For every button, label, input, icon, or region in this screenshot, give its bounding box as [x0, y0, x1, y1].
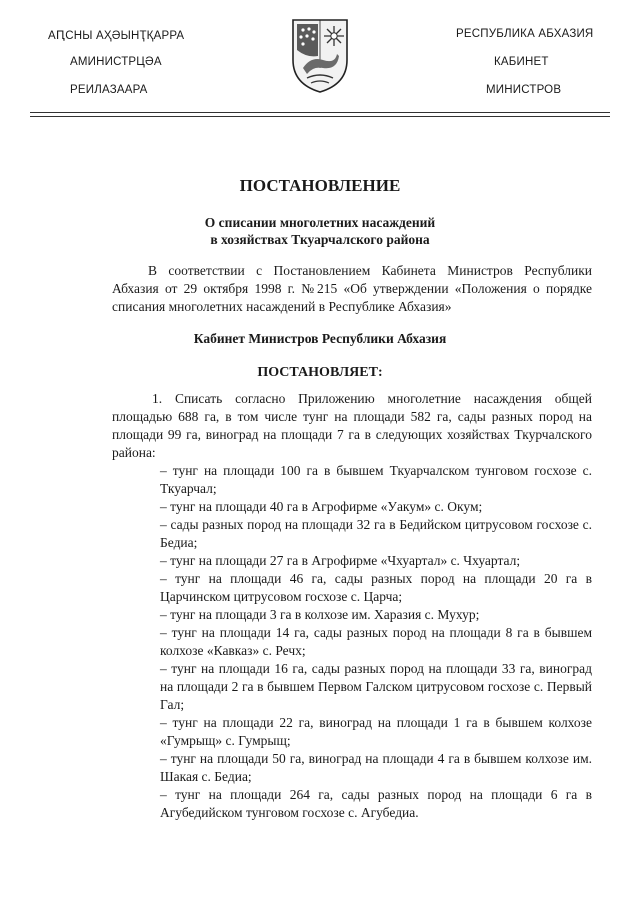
list-item: – тунг на площади 46 га, сады разных пород на площади 20 га в Царчинском цитрусовом госхозе с. Царча; — [160, 570, 592, 606]
list-item: – тунг на площади 264 га, сады разных пород на площади 6 га в Агубедийском тунговом госхозе с. Агубедиа. — [160, 786, 592, 822]
header-divider-top — [30, 112, 610, 113]
list-item: – тунг на площади 27 га в Агрофирме «Чхуартал» с. Чхуартал; — [160, 552, 592, 570]
document-title: ПОСТАНОВЛЕНИЕ — [239, 176, 401, 195]
header-left-line-3: РЕИЛАЗААРА — [70, 84, 148, 96]
list-item: – тунг на площади 22 га, виноград на площади 1 га в бывшем колхозе «Гумрыщ» с. Гумрыщ; — [160, 714, 592, 750]
resolves-heading: ПОСТАНОВЛЯЕТ: — [257, 365, 383, 380]
header-left-line-1: АԤСНЫ АҲӘЫНҬҚАРРА — [48, 30, 185, 42]
header-right-line-1: РЕСПУБЛИКА АБХАЗИЯ — [456, 28, 594, 40]
coat-of-arms-icon — [289, 16, 351, 94]
list-item: – тунг на площади 50 га, виноград на площади 4 га в бывшем колхозе им. Шакая с. Бедиа; — [160, 750, 592, 786]
document-subject — [0, 214, 640, 248]
authority-heading: Кабинет Министров Республики Абхазия — [193, 331, 447, 346]
list-item: – тунг на площади 3 га в колхозе им. Харазия с. Мухур; — [160, 606, 592, 624]
preamble-paragraph: В соответствии с Постановлением Кабинета Министров Республики Абхазия от 29 октября 1998 г. №215 «Об утверждении «Положения о порядке списания многолетних насаждений в Республике Абхазия» — [112, 263, 592, 314]
header-right-line-2: КАБИНЕТ — [494, 56, 549, 68]
header-divider-bottom — [30, 116, 610, 117]
list-item: – тунг на площади 14 га, сады разных пород на площади 8 га в бывшем колхозе «Кавказ» с. Речх; — [160, 624, 592, 660]
subject-line-2: в хозяйствах Ткуарчалского района — [210, 232, 430, 247]
header-left-line-2: АМИНИСТРЦӘА — [70, 56, 162, 68]
farm-list — [160, 462, 592, 822]
list-item: – тунг на площади 16 га, сады разных пород на площади 33 га, виноград на площади 2 га в бывшем Первом Галском цитрусовом госхозе с. Первый Гал; — [160, 660, 592, 714]
list-item: – сады разных пород на площади 32 га в Бедийском цитрусовом госхозе с. Бедиа; — [160, 516, 592, 552]
list-item: – тунг на площади 40 га в Агрофирме «Уакум» с. Окум; — [160, 498, 592, 516]
point-1-paragraph: 1. Списать согласно Приложению многолетние насаждения общей площадью 688 га, в том числе тунг на площади 582 га, сады разных пород на площади 99 га, виноград на площади 7 га в следующих хозяйствах Ткурчалского района: — [112, 391, 592, 460]
header-right-line-3: МИНИСТРОВ — [486, 84, 562, 96]
list-item: – тунг на площади 100 га в бывшем Ткуарчалском тунговом госхозе с. Ткуарчал; — [160, 462, 592, 498]
subject-line-1: О списании многолетних насаждений — [204, 215, 436, 230]
